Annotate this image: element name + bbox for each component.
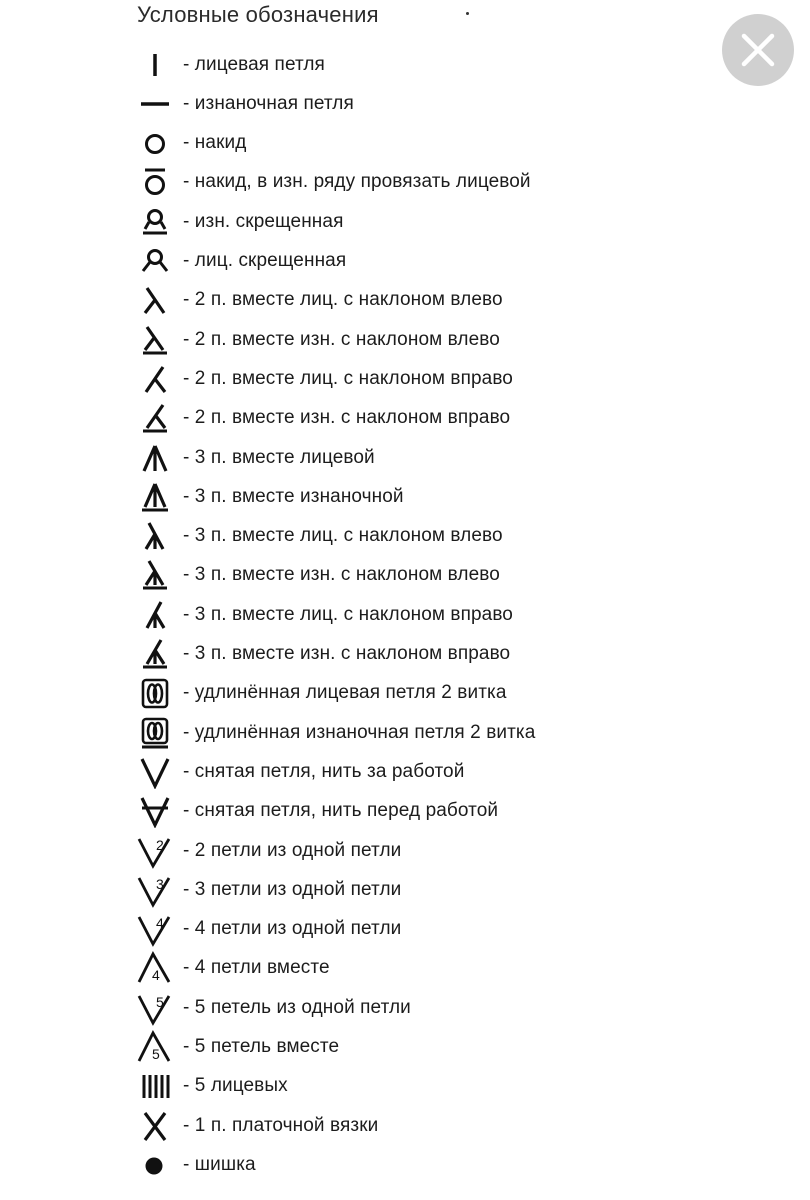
legend-label: - 5 петель вместе [183, 1036, 340, 1057]
legend-item [0, 163, 810, 202]
increase-5-icon [130, 988, 180, 1027]
p3tog-right-icon [130, 635, 180, 674]
page-title: Условные обозначения [137, 2, 379, 27]
legend-label: - удлинённая изнаночная петля 2 витка [183, 721, 536, 743]
p2tog-left-icon [130, 320, 180, 359]
legend-label: - 3 петли из одной петли [183, 878, 402, 900]
elongated-knit-icon [130, 674, 180, 713]
increase-5-num: 5 [156, 993, 164, 1010]
legend-label: - шишка [183, 1153, 256, 1175]
legend-item [0, 438, 810, 477]
garter-cross-icon [130, 1106, 180, 1145]
k2tog-right-icon [130, 359, 180, 398]
decrease-4-num: 4 [152, 967, 160, 984]
legend-item [0, 870, 810, 909]
five-knit-icon [130, 1067, 180, 1106]
k2tog-left-icon [130, 281, 180, 320]
p3tog-icon [130, 477, 180, 516]
legend-label: - 2 п. вместе изн. с наклоном влево [183, 328, 500, 350]
slip-front-icon [130, 792, 180, 831]
legend-label: - 2 п. вместе лиц. с наклоном вправо [183, 367, 513, 389]
legend-item [0, 84, 810, 123]
legend-item [0, 910, 810, 949]
legend-label: - лицевая петля [183, 53, 325, 75]
legend-item [0, 281, 810, 320]
decrease-5-num: 5 [152, 1046, 160, 1062]
legend-item [0, 949, 810, 988]
legend-label: - изн. скрещенная [183, 210, 344, 232]
legend-label: - 2 петли из одной петли [183, 839, 402, 861]
increase-4-icon [130, 910, 180, 949]
p3tog-left-icon [130, 556, 180, 595]
legend-item [0, 1145, 810, 1184]
legend-item [0, 713, 810, 752]
increase-2-icon [130, 831, 180, 870]
legend-label: - 2 п. вместе изн. с наклоном вправо [183, 407, 511, 429]
legend-label: - 3 п. вместе лиц. с наклоном вправо [183, 603, 513, 625]
legend-item [0, 359, 810, 398]
circle-icon [130, 124, 180, 163]
legend-item [0, 595, 810, 634]
legend-item [0, 399, 810, 438]
legend-item [0, 1067, 810, 1106]
crossed-loop-knit-icon [130, 242, 180, 281]
k3tog-right-icon [130, 595, 180, 634]
decrease-4-icon [130, 949, 180, 988]
legend-label: - изнаночная петля [183, 92, 354, 114]
legend-item [0, 988, 810, 1027]
legend-label: - лиц. скрещенная [183, 250, 347, 271]
legend-item [0, 477, 810, 516]
circle-with-bar-icon [130, 163, 180, 202]
legend-item [0, 517, 810, 556]
legend-label: - 3 п. вместе изн. с наклоном влево [183, 564, 500, 586]
legend-label: - 3 п. вместе изн. с наклоном вправо [183, 643, 511, 664]
legend-label: - 3 п. вместе изнаночной [183, 485, 404, 507]
legend-label: - накид, в изн. ряду провязать лицевой [183, 171, 531, 193]
legend-label: - удлинённая лицевая петля 2 витка [183, 682, 507, 704]
legend-label: - снятая петля, нить за работой [183, 760, 465, 782]
legend-label: - 4 петли вместе [183, 957, 330, 979]
legend-label: - 2 п. вместе лиц. с наклоном влево [183, 289, 503, 311]
legend-item [0, 202, 810, 241]
k3tog-icon [130, 438, 180, 477]
legend-item [0, 556, 810, 595]
slip-back-icon [130, 752, 180, 791]
legend-item [0, 752, 810, 791]
legend-label: - 4 петли из одной петли [183, 918, 402, 940]
stray-dot [466, 12, 469, 15]
bobble-icon [130, 1145, 180, 1184]
p2tog-right-icon [130, 399, 180, 438]
legend-item [0, 242, 810, 281]
k3tog-left-icon [130, 517, 180, 556]
increase-3-num: 3 [156, 875, 164, 892]
legend-label: - 5 петель из одной петли [183, 996, 411, 1018]
legend-label: - 1 п. платочной вязки [183, 1114, 379, 1136]
legend-label: - накид [183, 132, 247, 154]
horizontal-bar-icon [130, 84, 180, 123]
legend-item [0, 45, 810, 84]
legend-item [0, 1028, 810, 1067]
increase-3-icon [130, 870, 180, 909]
legend-item [0, 124, 810, 163]
crossed-loop-purl-icon [130, 202, 180, 241]
legend-label: - 5 лицевых [183, 1075, 288, 1097]
legend-item [0, 831, 810, 870]
legend-label: - 3 п. вместе лицевой [183, 446, 375, 468]
legend-item [0, 320, 810, 359]
legend-item [0, 635, 810, 674]
legend-item [0, 1106, 810, 1145]
legend-item [0, 792, 810, 831]
increase-2-num: 2 [156, 836, 164, 853]
decrease-5-icon [130, 1028, 180, 1067]
vertical-bar-icon [130, 45, 180, 84]
legend-item [0, 674, 810, 713]
legend-label: - снятая петля, нить перед работой [183, 800, 499, 822]
legend-label: - 3 п. вместе лиц. с наклоном влево [183, 525, 503, 547]
elongated-purl-icon [130, 713, 180, 752]
increase-4-num: 4 [156, 915, 164, 932]
